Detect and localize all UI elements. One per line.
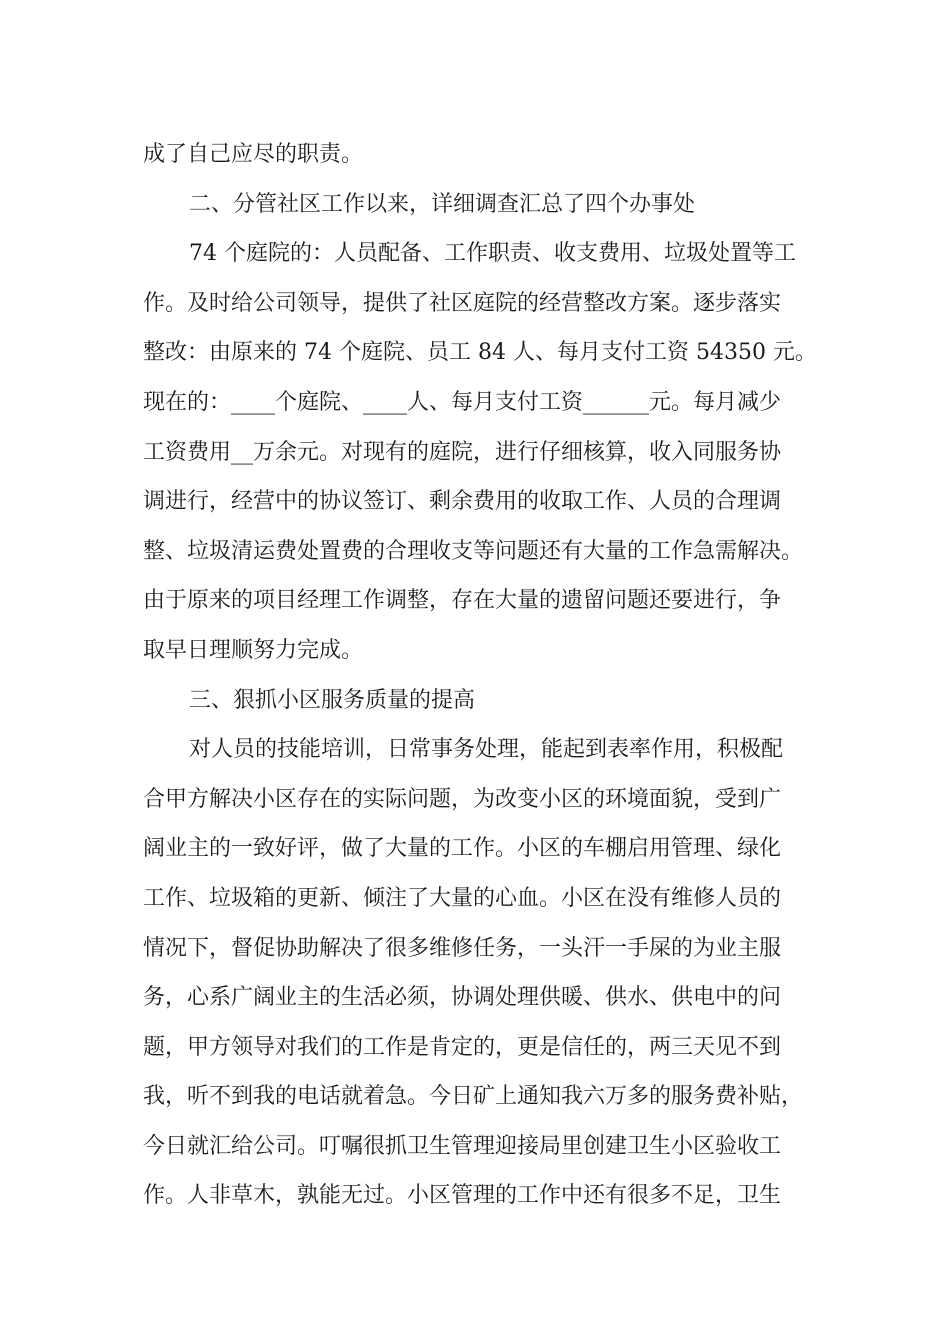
text-line: 调进行，经营中的协议签订、剩余费用的收取工作、人员的合理调	[143, 489, 782, 515]
text-line: 情况下，督促协助解决了很多维修任务，一头汗一手屎的为业主服	[143, 935, 782, 961]
section-heading: 三、狠抓小区服务质量的提高	[189, 687, 476, 713]
text-line: 现在的：____个庭院、____人、每月支付工资______元。每月减少	[143, 389, 782, 415]
text-line: 务，心系广阔业主的生活必须，协调处理供暖、供水、供电中的问	[143, 985, 782, 1011]
text-line: 由于原来的项目经理工作调整，存在大量的遗留问题还要进行，争	[143, 588, 782, 614]
text-line: 成了自己应尽的职责。	[143, 142, 364, 167]
text-line: 整、垃圾清运费处置费的合理收支等问题还有大量的工作急需解决。	[143, 538, 804, 564]
text-line: 工作、垃圾箱的更新、倾注了大量的心血。小区在没有维修人员的	[143, 885, 782, 911]
text-line: 工资费用__万余元。对现有的庭院，进行仔细核算，收入同服务协	[143, 439, 782, 465]
text-line: 我，听不到我的电话就着急。今日矿上通知我六万多的服务费补贴，	[143, 1084, 804, 1110]
text-line: 取早日理顺努力完成。	[143, 637, 364, 663]
text-line: 题，甲方领导对我们的工作是肯定的，更是信任的，两三天见不到	[143, 1034, 782, 1060]
text-line: 74 个庭院的：人员配备、工作职责、收支费用、垃圾处置等工	[189, 241, 796, 267]
text-line: 对人员的技能培训，日常事务处理，能起到表率作用，积极配	[189, 737, 784, 763]
text-line: 合甲方解决小区存在的实际问题，为改变小区的环境面貌，受到广	[143, 786, 782, 812]
text-line: 今日就汇给公司。叮嘱很抓卫生管理迎接局里创建卫生小区验收工	[143, 1133, 782, 1159]
text-line: 整改：由原来的 74 个庭院、员工 84 人、每月支付工资 54350 元。	[143, 340, 817, 366]
text-line: 作。及时给公司领导，提供了社区庭院的经营整改方案。逐步落实	[143, 290, 782, 316]
document-body	[143, 130, 823, 1221]
text-line: 作。人非草木，孰能无过。小区管理的工作中还有很多不足，卫生	[143, 1183, 782, 1209]
text-line: 阔业主的一致好评，做了大量的工作。小区的车棚启用管理、绿化	[143, 836, 782, 862]
section-heading: 二、分管社区工作以来，详细调查汇总了四个办事处	[189, 191, 696, 217]
